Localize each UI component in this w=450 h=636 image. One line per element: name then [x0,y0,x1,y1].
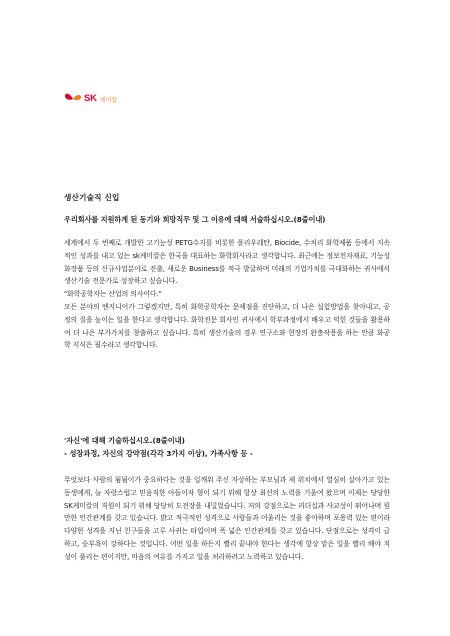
document-title: 생산기술직 신입 [64,193,120,202]
question-2-answer [64,474,390,564]
logo-brand-text: SK [84,92,97,104]
answer-paragraph: 무엇보다 사람의 됨됨이가 중요하다는 것을 일깨워 주신 자상하는 부모님과 제 위치에서 열심히 살아가고 있는 동생에게, 늘 자랑스럽고 믿음직한 아들이자 형이 되기 위해 항상 최선의 노력을 기울여 왔으며 이제는 당당한 SK케미칼의 직원이 되기 위해 당당히 도전장을 내밀었습니다. 저의 강점으로는 리더십과 사교성이 뛰어나며 원만한 인간관계를 갖고 있습니다. 밝고 적극적인 성격으로 사람들과 어울리는 것을 좋아하며 포용력 있는 편이라 다양한 성격을 지닌 친구들을 고루 사귀는 타입이며 폭 넓은 인간관계를 갖고 있습니다. 단점으로는 성격이 급하고, 승부욕이 강하다는 것입니다. 어떤 일을 하든지 빨리 끝내야 한다는 생각에 항상 맡은 일을 빨리 해야 직성이 풀리는 편이지만, 마음의 여유를 가지고 일을 처리하려고 노력하고 있습니다. [64,476,390,561]
logo-sub-text: 케미칼 [99,97,118,104]
question-2-heading: '자신'에 대해 기술하십시오.(8줄이내) [64,436,185,445]
question-1-heading: 우리회사를 지원하게 된 동기와 희망직무 및 그 이유에 대해 서술하십시오.(8줄이내) [64,215,326,224]
company-logo [64,91,117,105]
question-2-subheading: - 성장과정, 자신의 강약점(각각 3가지 이상), 가족사항 등 - [64,449,253,458]
answer-paragraph: 세계에서 두 번째로 개발한 고기능성 PETG수지를 비롯한 폴리우레탄, Biocide, 수처리 화학제품 등에서 지속적인 성과를 내고 있는 sk케미칼은 한국을 대표하는 화학회사라고 생각합니다. 최근에는 정보전자재료, 기능성화장품 등의 신규사업분야로 진출, 새로운 Business를 적극 발굴하며 미래의 기업가치를 극대화하는 귀사에서 생산기술 전문가로 성장하고 싶습니다. [64,239,390,286]
question-1-answer [64,237,390,352]
answer-paragraph: 모든 분야의 엔지니어가 그렇겠지만, 특히 화학공학자는 문제점을 진단하고, 더 나은 실험방법을 찾아내고, 공정의 질을 높이는 일을 한다고 생각합니다. 화학전문 회사인 귀사에서 학부과정에서 배우고 익힌 것들을 활용하여 더 나은 부가가치를 창출하고 싶습니다. 특히 생산기술의 경우 연구소와 현장의 완충작용을 하는 만큼 화공학 지식은 필수라고 생각합니다. [64,302,390,350]
sk-butterfly-icon [64,91,82,105]
answer-quote: "화학공학자는 산업의 의사이다." [64,290,162,299]
